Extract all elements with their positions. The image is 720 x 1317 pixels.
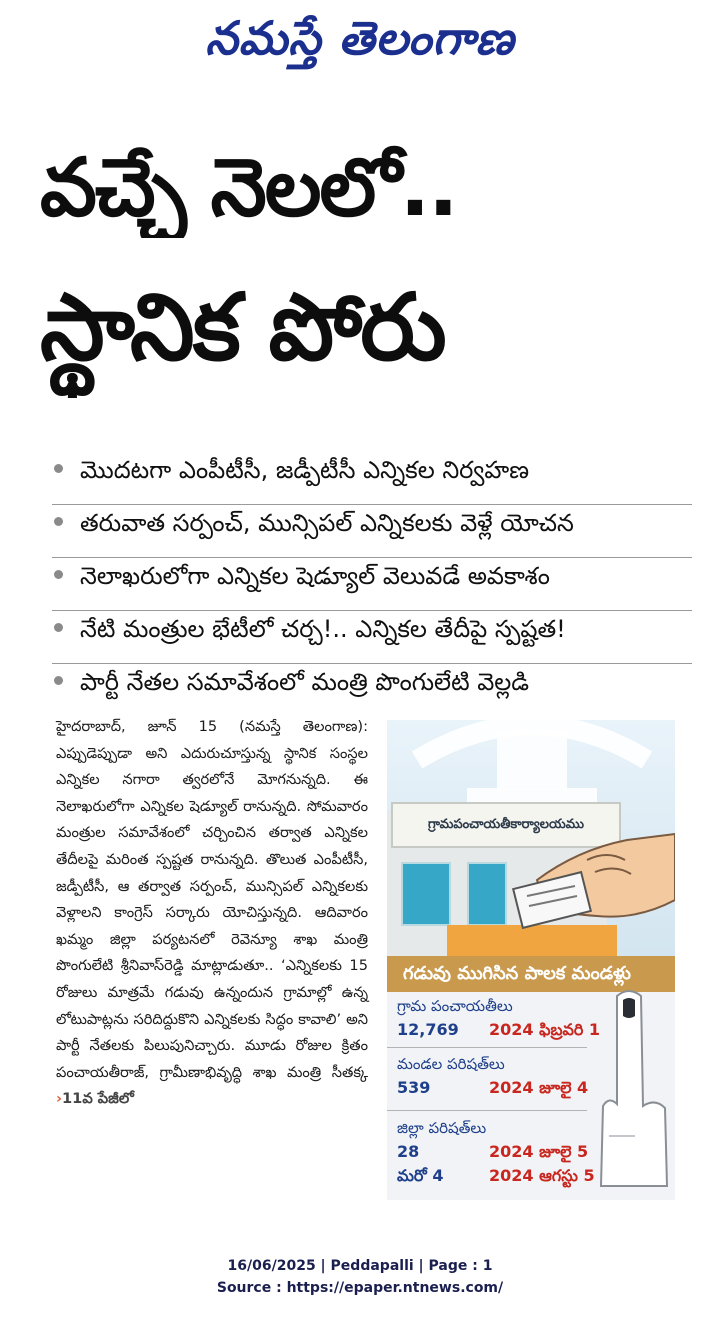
bullet-item xyxy=(52,664,692,717)
bullet-item xyxy=(52,611,692,664)
bullet-dot-icon xyxy=(54,517,63,526)
footer-date-edition: 16/06/2025 | Peddapalli | Page : 1 xyxy=(227,1258,493,1274)
bullet-list xyxy=(52,452,692,717)
group-extra-date: 2024 ఆగస్టు 5 xyxy=(489,1166,595,1185)
window xyxy=(401,862,451,926)
group-title: గ్రామ పంచాయతీలు xyxy=(397,997,513,1015)
election-commission-logo-icon xyxy=(407,720,657,810)
article-photo xyxy=(387,720,675,956)
group-extra-count: మరో 4 xyxy=(397,1166,444,1185)
bullet-text: తరువాత సర్పంచ్, మున్సిపల్ ఎన్నికలకు వెళ్లే యోచన xyxy=(80,509,574,537)
bullet-dot-icon xyxy=(54,676,63,685)
footer-source[interactable]: Source : https://epaper.ntnews.com/ xyxy=(216,1280,504,1296)
masthead-logo: నమస్తే తెలంగాణ xyxy=(205,11,515,65)
panel-banner: గడువు ముగిసిన పాలక మండళ్లు xyxy=(387,956,675,992)
page-footer xyxy=(0,1255,720,1299)
bullet-text: నెలాఖరులోగా ఎన్నికల షెడ్యూల్ వెలువడే అవకాశం xyxy=(80,562,550,590)
bullet-text: నేటి మంత్రుల భేటీలో చర్చ!.. ఎన్నికల తేదీపై స్పష్టత! xyxy=(80,615,566,643)
bullet-text: మొదటగా ఎంపీటీసీ, జడ్పీటీసీ ఎన్నికల నిర్వహణ xyxy=(80,456,530,484)
group-date: 2024 ఫిబ్రవరి 1 xyxy=(489,1020,601,1039)
bullet-item xyxy=(52,452,692,505)
group-count: 28 xyxy=(397,1142,420,1161)
group-title: మండల పరిషత్‌లు xyxy=(397,1055,505,1073)
bullet-item xyxy=(52,505,692,558)
bullet-dot-icon xyxy=(54,464,63,473)
bullet-dot-icon xyxy=(54,623,63,632)
article-text: హైదరాబాద్, జూన్ 15 (నమస్తే తెలంగాణ): ఎప్పుడెప్పుడా అని ఎదురుచూస్తున్న స్థానిక సంస్థల ఎన్నికల నగారా త్వరలోనే మోగనున్నది. ఈ నెలాఖరులోగా ఎన్నికల షెడ్యూల్ రానున్నది. సోమవారం మంత్రుల సమావేశంలో చర్చించిన తర్వాత ఎన్నికల తేదీలపై మరింత స్పష్టత రానున్నది. తొలుత ఎంపీటీసీ, జడ్పీటీసీ, ఆ తర్వాత సర్పంచ్, మున్సిపల్ ఎన్నికలకు వెళ్లాలని కాంగ్రెస్ సర్కారు యోచిస్తున్నది. ఆదివారం ఖమ్మం జిల్లా పర్యటనలో రెవెన్యూ శాఖ మంత్రి పొంగులేటి శ్రీనివాస్‌రెడ్డి మాట్లాడుతూ.. ‘ఎన్నికలకు 15 రోజులు మాత్రమే గడువు ఉన్నందున గ్రామాల్లో ఉన్న లోటుపాట్లను సరిదిద్దుకొని ఎన్నికలకు సిద్ధం కావాలి’ అని పార్టీ నేతలకు పిలుపునిచ్చారు. మూడు రోజుల క్రితం పంచాయతీరాజ్, గ్రామీణాభివృద్ధి శాఖ మంత్రి సీతక్క xyxy=(56,718,368,1081)
continue-arrow-icon: › xyxy=(56,1090,63,1108)
group-date: 2024 జూలై 5 xyxy=(489,1142,589,1161)
article-body xyxy=(56,714,368,1113)
inked-finger-icon xyxy=(595,986,671,1196)
headline-line-2: స్థానిక పోరు xyxy=(40,274,445,381)
bullet-item xyxy=(52,558,692,611)
headline-line-1: వచ్చే నెలలో.. xyxy=(40,141,457,234)
group-title: జిల్లా పరిషత్‌లు xyxy=(397,1119,487,1137)
group-date: 2024 జూలై 4 xyxy=(489,1078,589,1097)
continued-on-page-link[interactable] xyxy=(56,1090,134,1107)
bullet-text: పార్టీ నేతల సమావేశంలో మంత్రి పొంగులేటి వెల్లడి xyxy=(80,668,530,696)
panel-divider xyxy=(387,1110,587,1111)
group-count: 12,769 xyxy=(397,1020,459,1039)
expired-bodies-panel xyxy=(387,956,675,1200)
panel-divider xyxy=(387,1047,587,1048)
group-count: 539 xyxy=(397,1078,431,1097)
voting-hand-icon xyxy=(497,820,675,950)
continue-text: 11వ పేజీలో xyxy=(62,1090,134,1108)
panchayat-sign: గ్రామపంచాయతీకార్యాలయము xyxy=(391,802,621,848)
bullet-dot-icon xyxy=(54,570,63,579)
